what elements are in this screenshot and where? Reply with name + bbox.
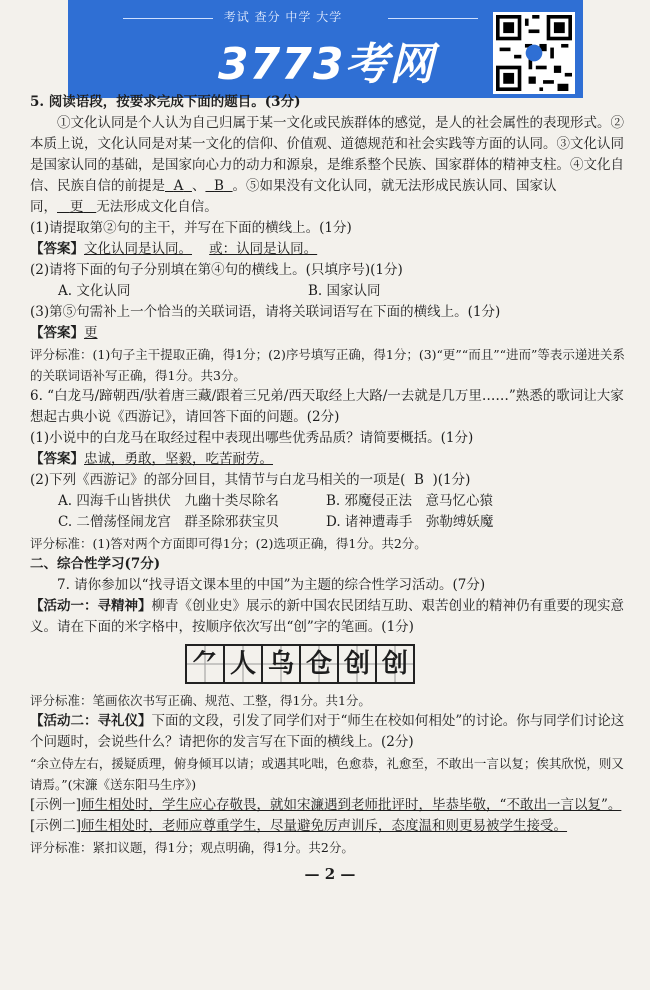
q5-passage: ①文化认同是个人认为自己归属于某一文化或民族群体的感觉，是人的社会属性的表现形式。②本质上说，文化认同是对某一文化的信仰、价值观、道德规范和社会实践等方面的认同。③文化认同是国家认同的基础，是国家向心力的动力和源泉，是维系整个民族、国家群体的精神支柱。④文化自信、民族自信的前提是 A 、 B 。⑤如果没有文化认同，就无法形成民族认同、国家认同， 更 无法形成文化自信。	[30, 115, 624, 215]
q5-scoring: 评分标准：(1)句子主干提取正确，得1分；(2)序号填写正确，得1分；(3)“更”“而且”“进而”等表示递进关系的关联词语补写正确，得1分。共3分。	[30, 347, 625, 383]
stroke-cell: 人	[223, 644, 263, 684]
q7-example2: [示例二]师生相处时，老师应尊重学生，尽量避免厉声训斥，态度温和则更易被学生接受。	[30, 818, 568, 834]
site-banner	[68, 0, 583, 98]
section-2-title: 二、综合性学习(7分)	[30, 556, 161, 572]
q6-sub1: (1)小说中的白龙马在取经过程中表现出哪些优秀品质？请简要概括。(1分)	[30, 430, 474, 446]
q5-sub2: (2)请将下面的句子分别填在第④句的横线上。(只填序号)(1分)	[30, 262, 403, 278]
page-number: — 2 —	[304, 865, 356, 883]
stroke-grid	[185, 644, 630, 684]
q5-stem: 5. 阅读语段，按要求完成下面的题目。(3分)	[30, 94, 301, 110]
q6-stem: 6. “白龙马/蹄朝西/驮着唐三藏/跟着三兄弟/西天取经上大路/一去就是几万里……”熟悉的歌词让大家想起古典小说《西游记》，请回答下面的问题。(2分)	[30, 388, 624, 425]
q6-answer1: 【答案】忠诚，勇敢，坚毅，吃苦耐劳。	[30, 451, 273, 467]
q7-scoring1: 评分标准：笔画依次书写正确、规范、工整，得1分。共1分。	[30, 693, 371, 708]
blank-a: A	[173, 178, 184, 194]
blank-c: 更	[69, 199, 84, 215]
q6-sub2: (2)下列《西游记》的部分回目，其情节与白龙马相关的一项是( B )(1分)	[30, 472, 471, 488]
stroke-cell: 仓	[299, 644, 339, 684]
qr-code-graphic	[496, 15, 572, 91]
stroke-cell: 创	[375, 644, 415, 684]
q5-answer1: 【答案】文化认同是认同。 或：认同是认同。	[30, 241, 318, 257]
banner-tagline: 考试 查分 中学 大学	[223, 10, 343, 24]
site-logo[interactable]: 3773考网	[218, 39, 435, 90]
q5-answer3: 【答案】更	[30, 325, 98, 341]
q7-activity1: 【活动一：寻精神】柳青《创业史》展示的新中国农民团结互助、艰苦创业的精神仍有重要的现实意义。请在下面的米字格中，按顺序依次写出“创”字的笔画。(1分)	[30, 598, 624, 635]
exam-content	[30, 92, 630, 885]
q6-options-ab: A. 四海千山皆拱伏 九幽十类尽除名 B. 邪魔侵正法 意马忆心猿	[58, 493, 494, 509]
stroke-cell: 乌	[261, 644, 301, 684]
q5-options: A. 文化认同 B. 国家认同	[58, 283, 381, 299]
stroke-cell: ⺈	[185, 644, 225, 684]
q7-scoring2: 评分标准：紧扣议题，得1分；观点明确，得1分。共2分。	[30, 840, 354, 855]
blank-b: B	[214, 178, 224, 194]
q7-stem: 7. 请你参加以“找寻语文课本里的中国”为主题的综合性学习活动。(7分)	[57, 577, 486, 593]
q7-quote: “余立侍左右，援疑质理，俯身倾耳以请；或遇其叱咄，色愈恭，礼愈至，不敢出一言以复；俟其欣悦，则又请焉。”(宋濂《送东阳马生序》)	[30, 756, 624, 792]
q7-activity2: 【活动二：寻礼仪】下面的文段，引发了同学们对于“师生在校如何相处”的讨论。你与同学们讨论这个问题时，会说些什么？请把你的发言写在下面的横线上。(2分)	[30, 713, 625, 750]
q6-options-cd: C. 二僧荡怪闹龙宫 群圣除邪获宝贝 D. 诸神遭毒手 弥勒缚妖魔	[58, 514, 494, 530]
q5-sub3: (3)第⑤句需补上一个恰当的关联词语，请将关联词语写在下面的横线上。(1分)	[30, 304, 501, 320]
q5-sub1: (1)请提取第②句的主干，并写在下面的横线上。(1分)	[30, 220, 352, 236]
stroke-cell: 创	[337, 644, 377, 684]
qr-code-icon[interactable]	[493, 12, 575, 94]
banner-rule-right	[388, 18, 478, 19]
q6-scoring: 评分标准：(1)答对两个方面即可得1分；(2)选项正确，得1分。共2分。	[30, 536, 427, 551]
q7-example1: [示例一]师生相处时，学生应心存敬畏，就如宋濂遇到老师批评时，毕恭毕敬，“不敢出一言以复”。	[30, 797, 622, 813]
